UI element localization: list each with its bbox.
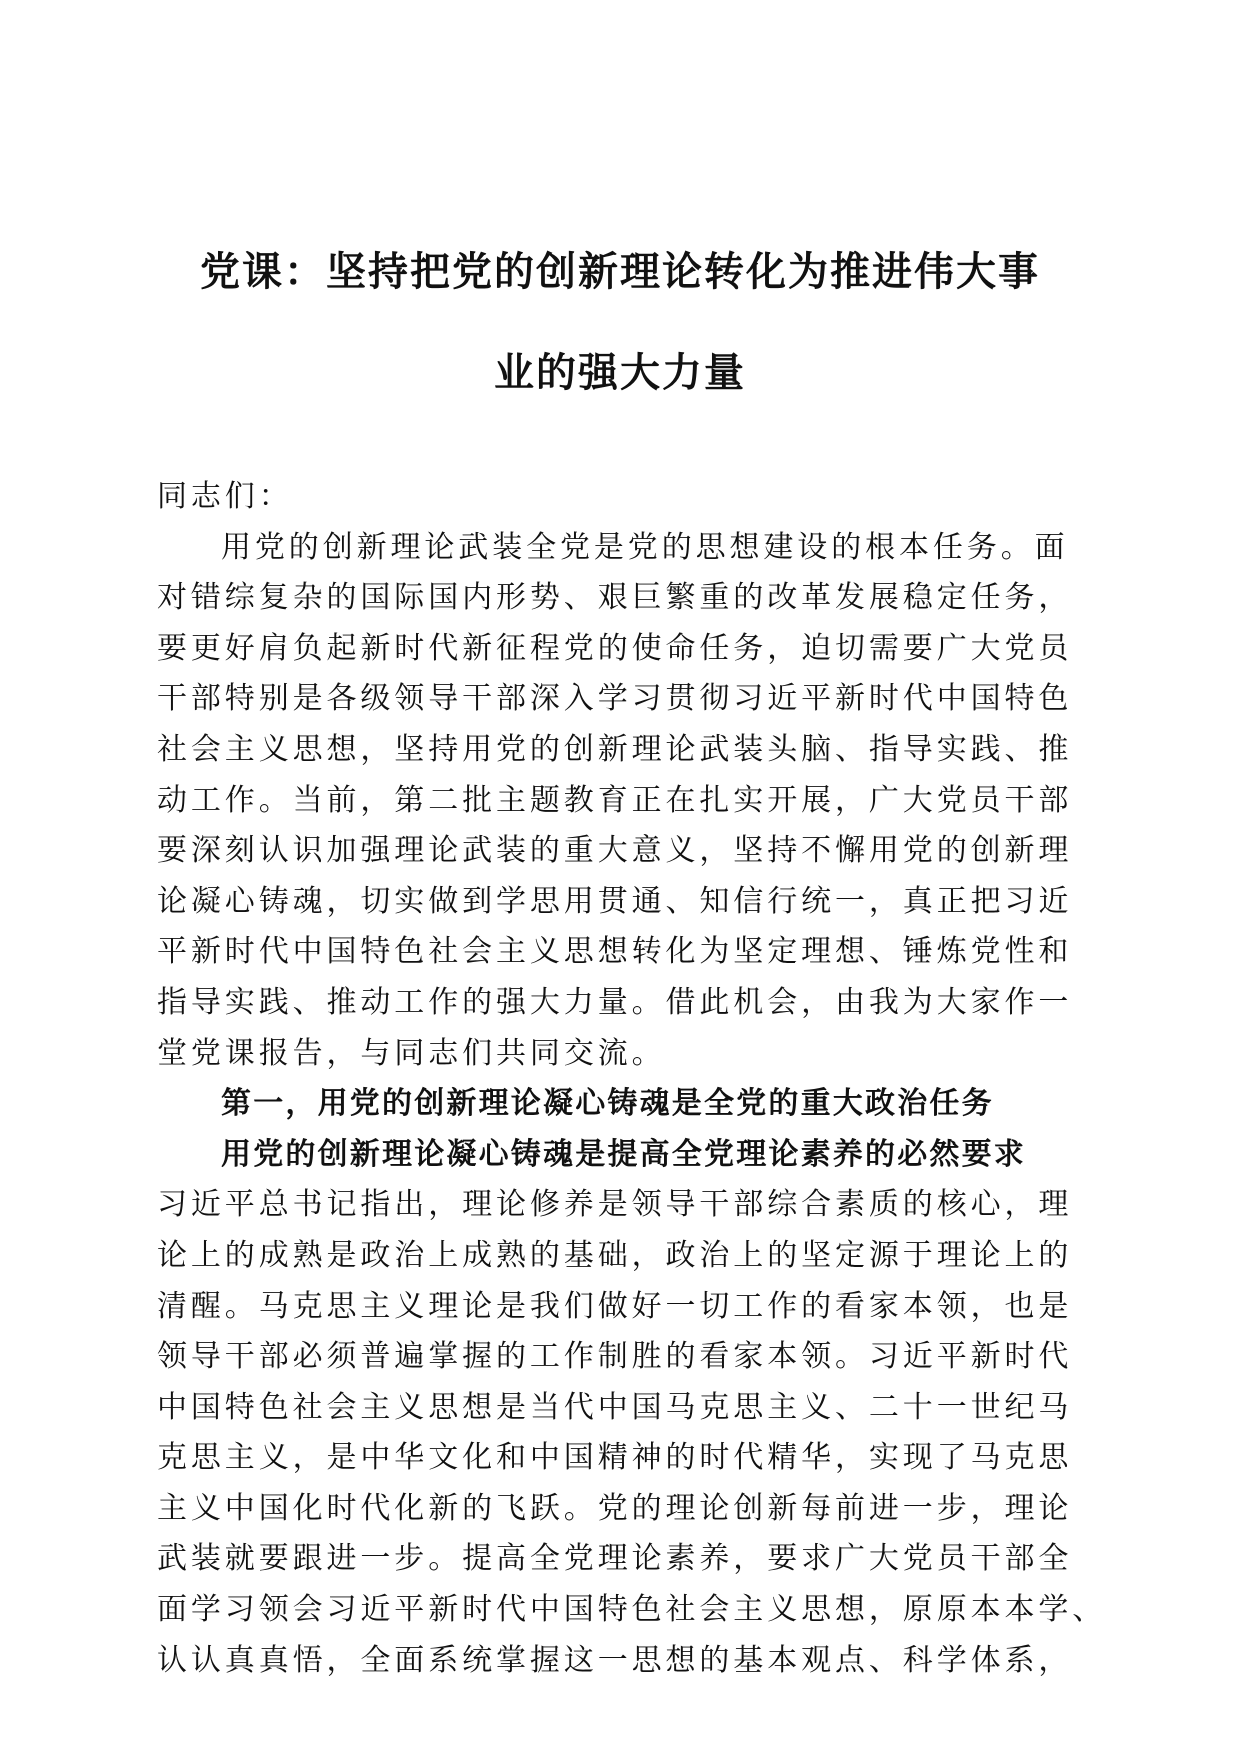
document-title [150,222,1090,424]
intro-line: 要深刻认识加强理论武装的重大意义，坚持不懈用党的创新理 [157,833,1073,869]
body-line: 中国特色社会主义思想是当代中国马克思主义、二十一世纪马 [157,1389,1073,1425]
body-line: 克思主义，是中华文化和中国精神的时代精华，实现了马克思 [157,1440,1073,1476]
body-line: 领导干部必须普遍掌握的工作制胜的看家本领。习近平新时代 [157,1339,1073,1375]
body-line: 清醒。马克思主义理论是我们做好一切工作的看家本领，也是 [157,1288,1073,1324]
body-line: 面学习领会习近平新时代中国特色社会主义思想，原原本本学、 [157,1592,1107,1628]
intro-line: 用党的创新理论武装全党是党的思想建设的根本任务。面 [221,529,1069,565]
body-line: 习近平总书记指出，理论修养是领导干部综合素质的核心，理 [157,1187,1073,1223]
intro-line: 要更好肩负起新时代新征程党的使命任务，迫切需要广大党员 [157,630,1073,666]
section-heading: 第一，用党的创新理论凝心铸魂是全党的重大政治任务 [221,1086,994,1122]
subheading: 用党的创新理论凝心铸魂是提高全党理论素养的必然要求 [221,1136,1026,1172]
title-line-1: 党课：坚持把党的创新理论转化为推进伟大事 [200,249,1040,295]
title-line-2: 业的强大力量 [494,350,746,396]
body-line: 武装就要跟进一步。提高全党理论素养，要求广大党员干部全 [157,1541,1073,1577]
intro-line: 干部特别是各级领导干部深入学习贯彻习近平新时代中国特色 [157,681,1073,717]
intro-line: 指导实践、推动工作的强大力量。借此机会，由我为大家作一 [157,984,1073,1020]
document-body [157,472,1107,1686]
body-line: 主义中国化时代化新的飞跃。党的理论创新每前进一步，理论 [157,1490,1073,1526]
intro-line: 对错综复杂的国际国内形势、艰巨繁重的改革发展稳定任务， [157,580,1073,616]
intro-line: 论凝心铸魂，切实做到学思用贯通、知信行统一，真正把习近 [157,883,1073,919]
body-line: 论上的成熟是政治上成熟的基础，政治上的坚定源于理论上的 [157,1237,1073,1273]
intro-line: 平新时代中国特色社会主义思想转化为坚定理想、锤炼党性和 [157,934,1073,970]
intro-line: 社会主义思想，坚持用党的创新理论武装头脑、指导实践、推 [157,731,1073,767]
intro-line: 动工作。当前，第二批主题教育正在扎实开展，广大党员干部 [157,782,1073,818]
body-line: 认认真真悟，全面系统掌握这一思想的基本观点、科学体系， [157,1642,1073,1678]
salutation: 同志们： [157,479,293,514]
intro-line: 堂党课报告，与同志们共同交流。 [157,1035,666,1071]
